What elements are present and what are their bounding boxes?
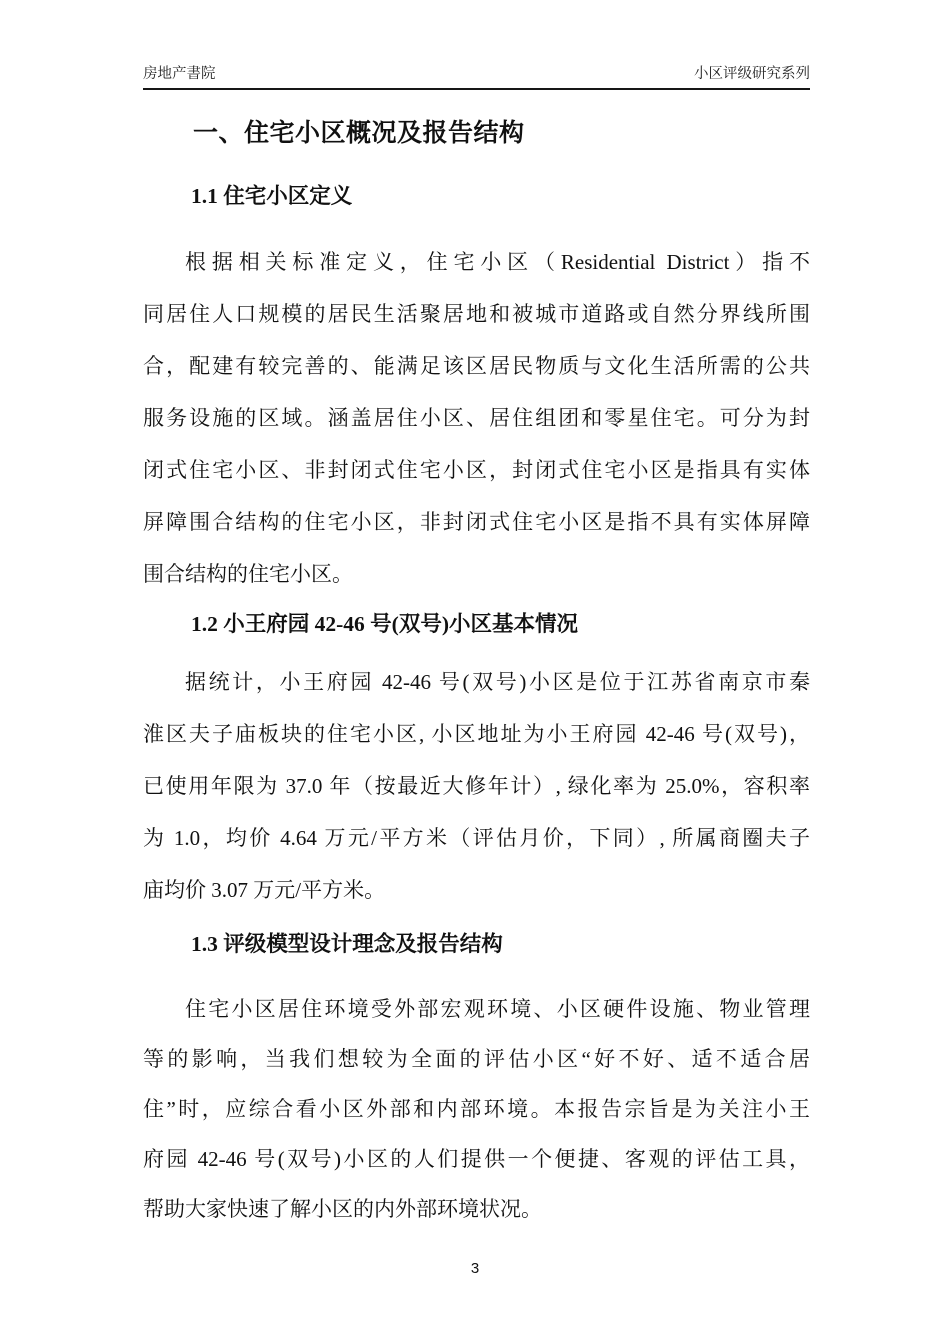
paragraph-line: 屏障围合结构的住宅小区，非封闭式住宅小区是指不具有实体屏障 bbox=[143, 510, 810, 534]
chapter-title: 一、住宅小区概况及报告结构 bbox=[193, 120, 525, 147]
document-body bbox=[143, 92, 810, 1234]
section-1-1-paragraph bbox=[143, 236, 810, 600]
page-header bbox=[143, 62, 810, 90]
paragraph-line: 已使用年限为 37.0 年（按最近大修年计）, 绿化率为 25.0%，容积率 bbox=[143, 774, 810, 798]
page-number: 3 bbox=[470, 1260, 480, 1277]
paragraph-line: 闭式住宅小区、非封闭式住宅小区，封闭式住宅小区是指具有实体 bbox=[143, 458, 810, 482]
paragraph-line: 帮助大家快速了解小区的内外部环境状况。 bbox=[143, 1197, 542, 1221]
paragraph-line: 合，配建有较完善的、能满足该区居民物质与文化生活所需的公共 bbox=[143, 354, 810, 378]
paragraph-line: 为 1.0，均价 4.64 万元/平方米（评估月价，下同）, 所属商圈夫子 bbox=[143, 826, 810, 850]
section-heading-1-3: 1.3 评级模型设计理念及报告结构 bbox=[191, 932, 503, 956]
section-heading-1-2: 1.2 小王府园 42-46 号(双号)小区基本情况 bbox=[191, 612, 578, 636]
paragraph-line: 服务设施的区域。涵盖居住小区、居住组团和零星住宅。可分为封 bbox=[143, 406, 810, 430]
section-1-2-paragraph bbox=[143, 656, 810, 916]
paragraph-line: 淮区夫子庙板块的住宅小区, 小区地址为小王府园 42-46 号(双号)， bbox=[143, 722, 810, 746]
paragraph-line: 庙均价 3.07 万元/平方米。 bbox=[143, 878, 386, 902]
header-left-text: 房地产書院 bbox=[143, 66, 216, 82]
paragraph-line: 住”时，应综合看小区外部和内部环境。本报告宗旨是为关注小王 bbox=[143, 1097, 810, 1121]
paragraph-line: 据统计，小王府园 42-46 号(双号)小区是位于江苏省南京市秦 bbox=[185, 670, 810, 694]
section-1-3-paragraph bbox=[143, 984, 810, 1234]
paragraph-line: 府园 42-46 号(双号)小区的人们提供一个便捷、客观的评估工具， bbox=[143, 1147, 810, 1171]
paragraph-line: 围合结构的住宅小区。 bbox=[143, 562, 353, 586]
paragraph-line: 同居住人口规模的居民生活聚居地和被城市道路或自然分界线所围 bbox=[143, 302, 810, 326]
section-heading-1-1: 1.1 住宅小区定义 bbox=[191, 184, 353, 208]
paragraph-line: 根据相关标准定义，住宅小区（Residential District）指不 bbox=[185, 250, 810, 274]
paragraph-line: 等的影响，当我们想较为全面的评估小区“好不好、适不适合居 bbox=[143, 1047, 810, 1071]
paragraph-line: 住宅小区居住环境受外部宏观环境、小区硬件设施、物业管理 bbox=[185, 997, 810, 1021]
header-right-text: 小区评级研究系列 bbox=[694, 66, 810, 82]
